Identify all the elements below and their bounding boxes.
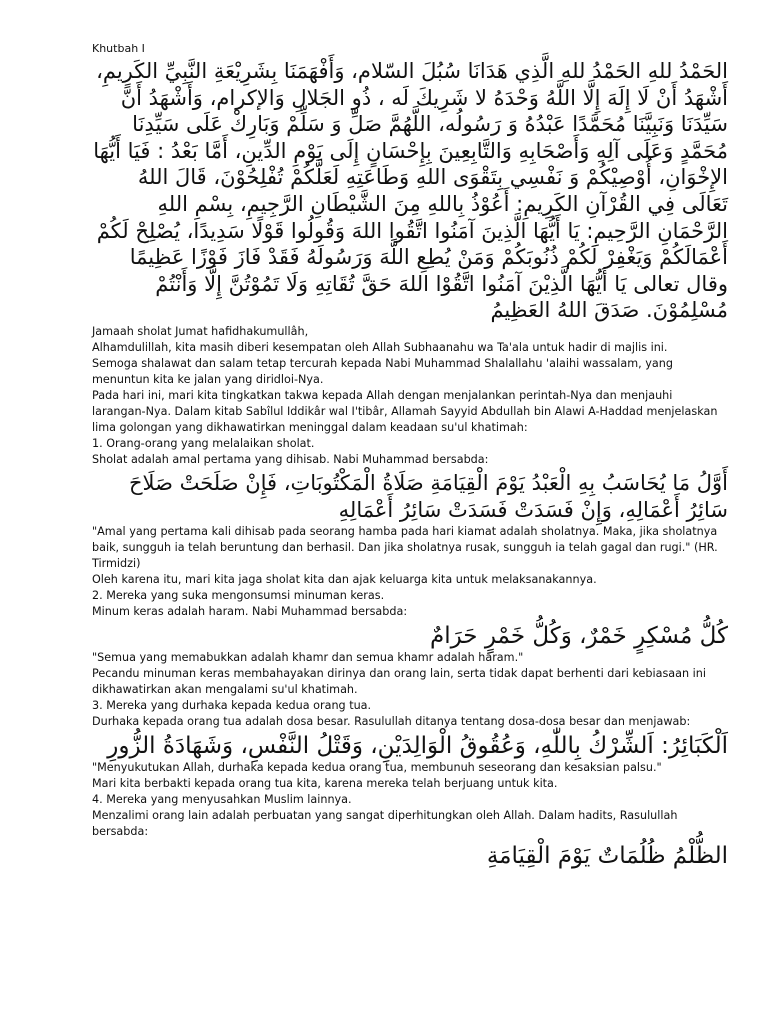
opening-arabic-text: الحَمْدُ للهِ الحَمْدُ للهِ الَّذِي هَدَانَا سُبُلَ السّلام، وَأَفْهَمَنَا بِشَرِيْعَةِ النَّبِيِّ الكَرِيمِ، أَشْهَدُ أَنْ لَا إِلَهَ إِلَّا اللَّهُ وَحْدَهُ لا شَرِيكَ لَه ، ذُو الجَلالِ وَالإكرام، وَأَشْهَدُ أَنَّ سَيِّدَنَا وَنَبِيَّنَا مُحَمَّدًا عَبْدُهُ وَ رَسُولُه، اللَّهُمَّ صَلِّ وَ سَلِّمْ وَبَارِكْ عَلَى سَيِّدِنَا مُحَمَّدٍ وَعَلَى آلِهِ وَأَصْحَابِهِ وَالتَّابِعِينَ بِإِحْسَانٍ إِلَى يَوْمِ الدِّينِ، أَمَّا بَعْدُ : فَيَا أَيُّهَا الإِخْوَانِ، أُوْصِيْكُمْ وَ نَفْسِي بِتَقْوَى اللهِ وَطَاعَتِهِ لَعَلَّكُمْ تُفْلِحُوْنَ، قَالَ اللهُ تَعَالَى فِي القُرْآنِ الكَرِيمِ: أَعُوْذُ بِاللهِ مِنَ الشَّيْطَانِ الرَّجِيمِ، بِسْمِ اللهِ الرَّحْمَانِ الرَّحِيمِ: يَا أَيُّهَا الَّذِينَ آمَنُوا اتَّقُوا اللهَ وَقُولُوا قَوْلًا سَدِيدًا، يُصْلِحْ لَكُمْ أَعْمَالَكُمْ وَيَغْفِرْ لَكُمْ ذُنُوبَكُمْ وَمَنْ يُطِعِ اللَّهَ وَرَسُولَهُ فَقَدْ فَازَ فَوْزًا عَظِيمًا وقال تعالى يَا أَيُّهَا الَّذِيْنَ آمَنُوا اتَّقُوْا اللهَ حَقَّ تُقَاتِهِ وَلَا تَمُوْتُنَّ إِلَّا وَأَنْتُمْ مُسْلِمُوْنَ. صَدَقَ اللهُ العَظِيمُ	[93, 59, 728, 323]
hadith-4-arabic: الظُّلْمُ ظُلُمَاتٌ يَوْمَ الْقِيَامَةِ	[486, 842, 728, 869]
paragraph-2: Semoga shalawat dan salam tetap tercurah kepada Nabi Muhammad Shalallahu 'alaihi wassalam, yang menuntun kita ke jalan yang diridloi-Nya.	[92, 356, 673, 386]
hadith-1-translation: "Amal yang pertama kali dihisab pada seorang hamba pada hari kiamat adalah sholatnya. Maka, jika sholatnya baik, sungguh ia telah beruntung dan berhasil. Dan jika sholatnya rusak, sungguh ia telah gagal dan rugi." (HR. Tirmidzi)	[92, 524, 718, 570]
heading-2-note: Pecandu minuman keras membahayakan dirinya dan orang lain, serta tidak dapat berhenti dari kebiasaan ini dikhawatirkan akan mengalami su'ul khatimah.	[92, 666, 706, 696]
heading-2: 2. Mereka yang suka mengonsumsi minuman keras.	[92, 588, 385, 602]
heading-1-text: Sholat adalah amal pertama yang dihisab. Nabi Muhammad bersabda:	[92, 452, 489, 466]
hadith-3-translation: "Menyukutukan Allah, durhaka kepada kedua orang tua, membunuh seseorang dan kesaksian palsu."	[92, 760, 662, 774]
heading-4-text: Menzalimi orang lain adalah perbuatan yang sangat diperhitungkan oleh Allah. Dalam hadits, Rasulullah bersabda:	[92, 808, 678, 838]
heading-3: 3. Mereka yang durhaka kepada kedua orang tua.	[92, 698, 372, 712]
heading-2-text: Minum keras adalah haram. Nabi Muhammad bersabda:	[92, 604, 408, 618]
heading-3-text: Durhaka kepada orang tua adalah dosa besar. Rasulullah ditanya tentang dosa-dosa besar dan menjawab:	[92, 714, 691, 728]
document-title: Khutbah I	[92, 42, 145, 55]
heading-1: 1. Orang-orang yang melalaikan sholat.	[92, 436, 315, 450]
heading-4: 4. Mereka yang menyusahkan Muslim lainnya.	[92, 792, 352, 806]
hadith-2-arabic: كُلُّ مُسْكِرٍ خَمْرٌ، وَكُلُّ خَمْرٍ حَرَامٌ	[429, 622, 728, 649]
greeting-line: Jamaah sholat Jumat hafidhakumullâh,	[92, 324, 309, 338]
paragraph-1: Alhamdulillah, kita masih diberi kesempatan oleh Allah Subhaanahu wa Ta'ala untuk hadir di majlis ini.	[92, 340, 668, 354]
hadith-2-translation: "Semua yang memabukkan adalah khamr dan semua khamr adalah haram."	[92, 650, 524, 664]
hadith-1-arabic: أَوَّلُ مَا يُحَاسَبُ بِهِ الْعَبْدُ يَوْمَ الْقِيَامَةِ صَلَاةُ الْمَكْتُوبَاتِ، فَإِنْ صَلَحَتْ صَلَاحَ سَائِرُ أَعْمَالِهِ، وَإِنْ فَسَدَتْ فَسَدَتْ سَائِرُ أَعْمَالِهِ	[129, 470, 728, 522]
heading-1-note: Oleh karena itu, mari kita jaga sholat kita dan ajak keluarga kita untuk melaksanakannya.	[92, 572, 597, 586]
heading-3-note: Mari kita berbakti kepada orang tua kita, karena mereka telah berjuang untuk kita.	[92, 776, 558, 790]
hadith-3-arabic: اَلْكَبَائِرُ: اَلشِّرْكُ بِاللّٰهِ، وَعُقُوقُ الْوَالِدَيْنِ، وَقَتْلُ النَّفْسِ، وَشَهَادَةُ الزُّورِ	[107, 732, 728, 759]
paragraph-3: Pada hari ini, mari kita tingkatkan takwa kepada Allah dengan menjalankan perintah-Nya dan menjauhi larangan-Nya. Dalam kitab Sabîlul Iddikâr wal I'tibâr, Allamah Sayyid Abdullah bin Alawi A-Haddad menjelaskan lima golongan yang dikhawatirkan meninggal dalam keadaan su'ul khatimah:	[92, 388, 718, 434]
